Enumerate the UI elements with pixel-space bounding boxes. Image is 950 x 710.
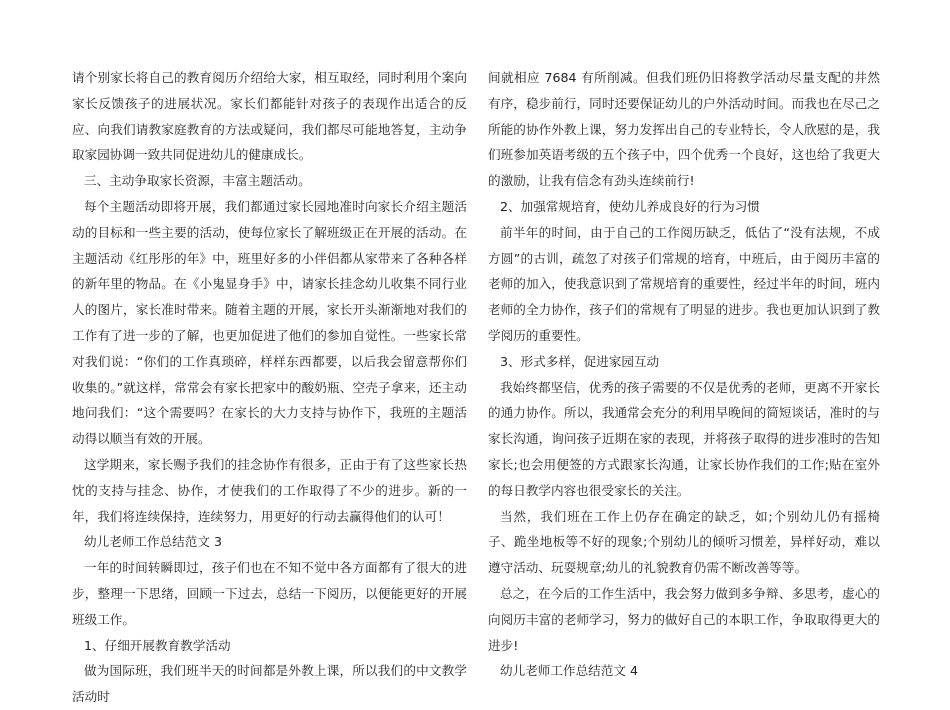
paragraph: 一年的时间转瞬即过，孩子们也在不知不觉中各方面都有了很大的进步，整理一下思绪，回顾一下过去，总结一下阅历，以便能更好的开展班级工作。 [72, 560, 467, 627]
paragraph: 总之，在今后的工作生活中，我会努力做到多争辩、多思考，虚心的向阅历丰富的老师学习，努力的做好自己的本职工作，争取取得更大的进步! [488, 585, 880, 653]
paragraph: 做为国际班，我们班半天的时间都是外教上课，所以我们的中文教学活动时 [72, 663, 467, 705]
paragraph: 前半年的时间，由于自己的工作阅历缺乏，低估了“没有法规，不成方圆”的古训，疏忽了对孩子们常规的培育，中班后，由于阅历丰富的老师的加入，使我意识到了常规培育的重要性，经过半年的时间，班内老师的全力协作，孩子们的常规有了明显的进步。我也更加认识到了教学阅历的重要性。 [488, 224, 880, 343]
left-column [72, 65, 467, 710]
section-heading: 三、主动争取家长资源，丰富主题活动。 [84, 173, 311, 189]
right-column [488, 65, 880, 684]
section-heading: 3、形式多样，促进家园互动 [500, 353, 660, 369]
paragraph: 这学期来，家长赐予我们的挂念协作有很多，正由于有了这些家长热忱的支持与挂念、协作，才使我们的工作取得了不少的进步。新的一年，我们将连续保持，连续努力，用更好的行动去赢得他们的认可！ [72, 456, 467, 524]
section-heading: 2、加强常规培育，使幼儿养成良好的行为习惯 [500, 198, 760, 214]
article-title: 幼儿老师工作总结范文 4 [500, 663, 638, 679]
paragraph: 每个主题活动即将开展，我们都通过家长园地准时向家长介绍主题活动的目标和一些主要的活动，使每位家长了解班级正在开展的活动。在主题活动《红彤彤的年》中，班里好多的小伴侣都从家带来了各种各样的新年里的物品。在《小鬼显身手》中，请家长挂念幼儿收集不同行业人的图片，家长准时带来。随着主题的开展，家长开头渐渐地对我们的工作有了进一步的了解，也更加促进了他们的参加自觉性。一些家长常对我们说：“你们的工作真琐碎，样样东西都要，以后我会留意帮你们收集的。”就这样，常常会有家长把家中的酸奶瓶、空壳子拿来，还主动地问我们：“这个需要吗？在家长的大力支持与协作下，我班的主题活动得以顺当有效的开展。 [72, 198, 467, 447]
paragraph: 我始终都坚信，优秀的孩子需要的不仅是优秀的老师，更离不开家长的通力协作。所以，我通常会充分的利用早晚间的简短谈话，准时的与家长沟通，询问孩子近期在家的表现，并将孩子取得的进步准时的告知家长;也会用便签的方式跟家长沟通，让家长协作我们的工作;贴在室外的每日教学内容也很受家长的关注。 [488, 379, 880, 498]
section-heading: 1、仔细开展教育教学活动 [84, 637, 231, 653]
paragraph: 当然，我们班在工作上仍存在确定的缺乏，如;个别幼儿仍有摇椅子、跪坐地板等不好的现象;个别幼儿的倾听习惯差，异样好动，难以遵守活动、玩耍规章;幼儿的礼貌教育仍需不断改善等等。 [488, 508, 880, 576]
article-title: 幼儿老师工作总结范文 3 [84, 534, 222, 550]
paragraph: 请个别家长将自己的教育阅历介绍给大家，相互取经，同时利用个案向家长反馈孩子的进展状况。家长们都能针对孩子的表现作出适合的反应、向我们请教家庭教育的方法或疑问，我们都尽可能地答复，主动争取家园协调一致共同促进幼儿的健康成长。 [72, 70, 467, 163]
paragraph: 间就相应 7684 有所削减。但我们班仍旧将教学活动尽量支配的井然有序，稳步前行，同时还要保证幼儿的户外活动时间。而我也在尽己之所能的协作外教上课，努力发挥出自己的专业特长，令人欣慰的是，我们班参加英语考级的五个孩子中，四个优秀一个良好，这也给了我更大的激励，让我有信念有劲头连续前行! [488, 70, 880, 189]
